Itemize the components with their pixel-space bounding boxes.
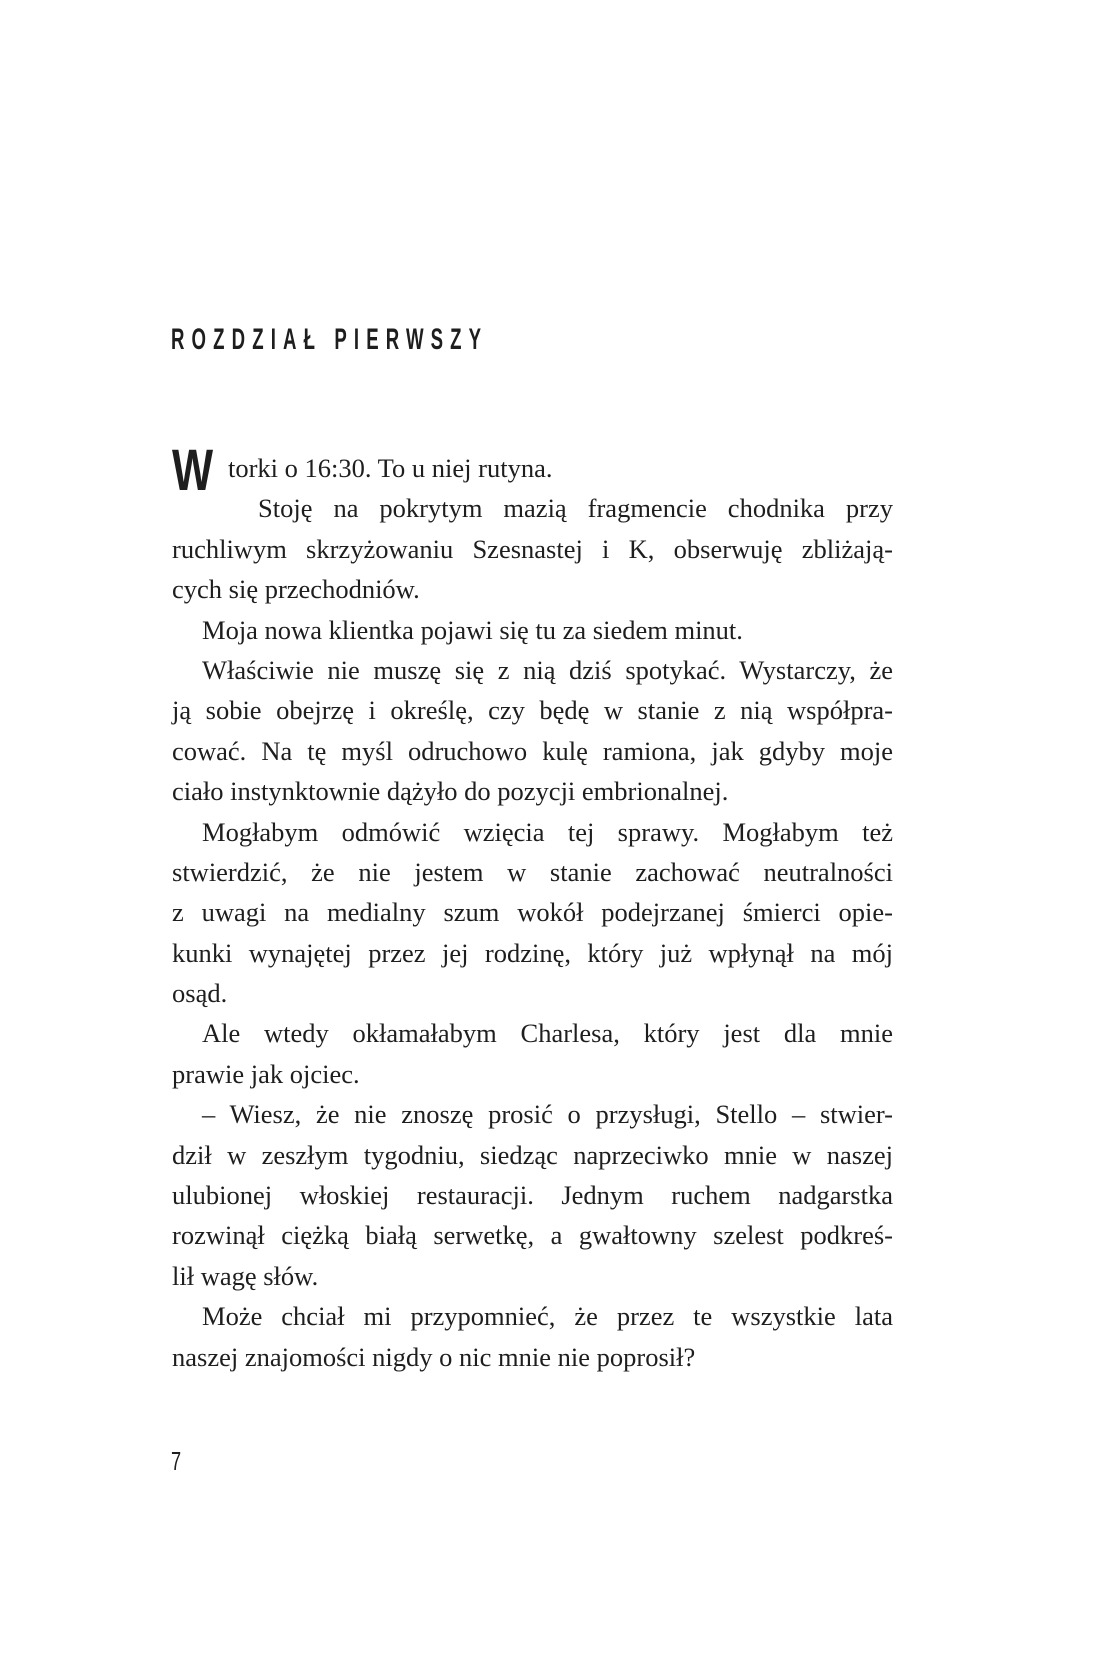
- text-line: Moja nowa klientka pojawi się tu za siedem minut.: [202, 614, 743, 645]
- page-number: 7: [171, 1446, 182, 1476]
- text-line: osąd.: [172, 978, 228, 1009]
- text-line: stwierdzić, że nie jestem w stanie zachować neutralności: [172, 856, 893, 887]
- text-line: ulubionej włoskiej restauracji. Jednym ruchem nadgarstka: [172, 1180, 893, 1211]
- text-line: ciało instynktownie dążyło do pozycji embrionalnej.: [172, 776, 729, 807]
- text-line: lił wagę słów.: [172, 1260, 319, 1291]
- text-line: prawie jak ojciec.: [172, 1058, 360, 1089]
- text-line: naszej znajomości nigdy o nic mnie nie poprosił?: [172, 1341, 696, 1372]
- text-line: cych się przechodniów.: [172, 574, 420, 605]
- text-line: z uwagi na medialny szum wokół podejrzanej śmierci opie-: [172, 897, 893, 928]
- chapter-body-text: [172, 438, 893, 1377]
- text-line: Stoję na pokrytym mazią fragmencie chodnika przy: [258, 493, 893, 524]
- text-line: cować. Na tę myśl odruchowo kulę ramiona, jak gdyby moje: [172, 735, 893, 766]
- drop-cap-letter: W: [172, 438, 214, 503]
- text-line: torki o 16:30. To u niej rutyna.: [228, 453, 553, 483]
- text-line: Mogłabym odmówić wzięcia tej sprawy. Mogłabym też: [202, 816, 893, 847]
- text-line: dził w zeszłym tygodniu, siedząc naprzeciwko mnie w naszej: [172, 1139, 893, 1170]
- text-line: rozwinął ciężką białą serwetkę, a gwałtowny szelest podkreś-: [172, 1220, 893, 1251]
- text-line: Ale wtedy okłamałabym Charlesa, który jest dla mnie: [202, 1018, 893, 1049]
- text-line: Może chciał mi przypomnieć, że przez te wszystkie lata: [202, 1301, 893, 1332]
- text-line: ruchliwym skrzyżowaniu Szesnastej i K, obserwuję zbliżają-: [172, 533, 893, 564]
- text-line: – Wiesz, że nie znoszę prosić o przysługi, Stello – stwier-: [202, 1099, 893, 1130]
- text-line: Właściwie nie muszę się z nią dziś spotykać. Wystarczy, że: [202, 654, 893, 685]
- text-line: ją sobie obejrzę i określę, czy będę w stanie z nią współpra-: [172, 695, 893, 726]
- chapter-title: ROZDZIAŁ PIERWSZY: [171, 323, 489, 356]
- text-line: kunki wynajętej przez jej rodzinę, który już wpłynął na mój: [172, 937, 893, 968]
